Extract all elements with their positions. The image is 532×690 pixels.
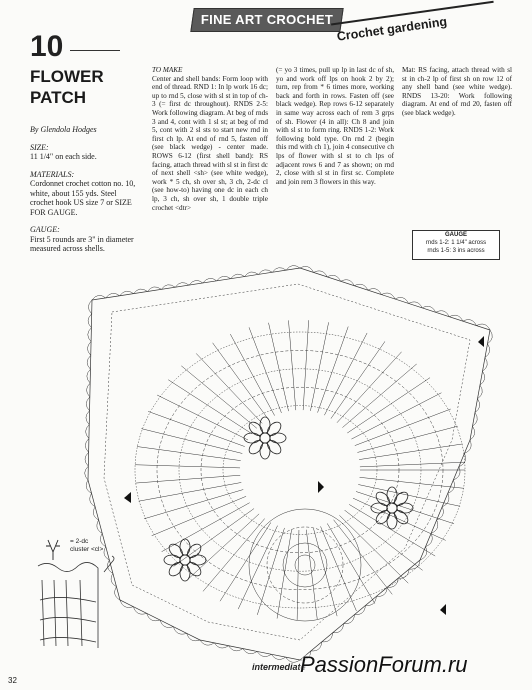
flower-petal — [244, 433, 260, 443]
spoke — [220, 522, 271, 601]
black-wedge-marker — [124, 492, 131, 503]
flower-petal — [180, 565, 190, 581]
legend-label — [70, 538, 103, 554]
pattern-number: 10 — [30, 30, 64, 63]
scallop — [106, 293, 120, 298]
section-tagline: Crochet gardening — [331, 1, 497, 50]
spoke — [337, 352, 402, 423]
spoke — [359, 444, 462, 460]
black-wedge-marker — [318, 481, 324, 493]
cluster-symbol — [46, 540, 60, 560]
spoke — [288, 320, 295, 410]
spoke — [310, 322, 328, 411]
scallop — [203, 278, 217, 283]
spoke — [230, 334, 274, 416]
spoke — [213, 343, 269, 419]
flower-petal — [270, 433, 286, 443]
flower-petal — [265, 438, 283, 456]
flower-petal — [167, 560, 185, 578]
spoke — [174, 509, 254, 567]
scallop — [161, 285, 175, 290]
size-label: SIZE: — [30, 142, 49, 152]
legend-label-line-1: = 2-dc — [70, 538, 89, 545]
spoke — [351, 393, 441, 439]
legend-symbol — [46, 540, 60, 560]
center-round-2 — [267, 527, 343, 603]
instructions-text-1: Center and shell bands: Form loop with end of thread. RND 1: In lp work 16 dc; up to rnd 5, close with sl st in top of ch-3 (= first dc throughout). RNDS 2-5: Work following diagram. At beg of rnds 3 and 4, cont with 1 sl st; at beg of rnd 5, cont with 2 sl sts to start new rnd in first ch lp. At end of rnd 5, fasten off (see black wedge) - center made. ROWS 6-12 (first shell band): RS facing, attach thread with sl st in first dc of next shell <sh> (see white wedge), work * 5 ch, sh over sh, 3 ch, 2-dc cl (see how-to) having one dc in each ch lp, 3 ch, sh over sh, 1 double triple crochet <dtr> — [152, 74, 268, 212]
spoke — [324, 333, 367, 415]
spoke — [139, 482, 242, 501]
spoke — [141, 429, 242, 454]
spoke — [277, 529, 292, 618]
spoke — [257, 528, 284, 615]
flower-motif — [164, 539, 206, 581]
spoke — [349, 504, 435, 556]
title-line-2: PATCH — [30, 88, 87, 107]
instructions-heading: TO MAKE — [152, 66, 183, 74]
gauge-box-line-1: rnds 1-2: 1 1/4" across — [425, 240, 487, 246]
scallop — [189, 280, 203, 285]
radial-spokes — [135, 320, 465, 620]
instructions-text-2: (= yo 3 times, pull up lp in last dc of sh, yo and work off lps on hook 2 by 2); turn, rep from * 6 times more, working back and forth in rows. Fasten off (see black wedge). Rep rows 6-12 separately in same way across each of rem 3 grps of sh. Flower (4 in all): Ch 8 and join with sl st to form ring. RNDS 1-2: Work following bold type. On rnd 2 (begin this rnd with ch 1), join 4 consecutive ch lps of flower with sl st to ch lps of adjacent rows 6 and 7 as shown; on rnd 2, close with sl st in first sc. Complete and join rem 3 flowers in this way. — [276, 66, 394, 186]
scallop — [217, 276, 231, 281]
spoke — [249, 327, 281, 413]
flower-petal — [387, 513, 397, 529]
flower-petal — [167, 542, 185, 560]
spoke — [135, 465, 240, 468]
byline: By Glendola Hodges — [30, 125, 97, 134]
gauge-box-line-2: rnds 1-5: 3 ins across — [427, 248, 485, 254]
spoke — [196, 353, 262, 423]
flower-petal — [371, 503, 387, 513]
flower-petal — [265, 420, 283, 438]
flower-petal — [260, 417, 270, 433]
spoke — [360, 477, 464, 488]
flower-petal — [397, 503, 413, 513]
scallop — [272, 268, 286, 273]
title-line-1: FLOWER — [30, 67, 104, 86]
spoke — [342, 364, 416, 428]
spoke — [187, 514, 259, 580]
flower-petal — [392, 508, 410, 526]
legend-label-line-2: cluster <cl> — [70, 546, 104, 553]
flower-motif — [244, 417, 286, 459]
instructions-text-3: Mat: RS facing, attach thread with sl st in ch-2 lp of first sh on row 12 of any shell band (see white wedge). RNDS 13-20: Work following diagram. At end of rnd 20, fasten off (see black wedge). — [402, 66, 512, 117]
scallop — [175, 283, 189, 288]
scallop — [258, 270, 272, 275]
materials-label: MATERIALS: — [30, 169, 75, 179]
spoke — [148, 411, 245, 446]
gauge-label: GAUGE: — [30, 225, 60, 234]
spoke — [355, 409, 451, 446]
stitch-illustration — [38, 556, 114, 648]
scallop — [231, 274, 245, 279]
spoke — [137, 447, 241, 461]
black-wedge-marker — [478, 336, 484, 347]
center-round-1 — [283, 543, 327, 587]
size-value: 11 1/4" on each side. — [30, 152, 97, 161]
scallop — [134, 289, 148, 294]
spoke — [347, 378, 430, 433]
skill-level-logo: intermediate — [252, 662, 306, 672]
gauge-box-title: GAUGE — [444, 232, 467, 238]
spoke — [318, 327, 349, 413]
flower-petal — [374, 508, 392, 526]
spoke — [181, 366, 257, 429]
spoke — [313, 528, 337, 616]
spoke — [269, 323, 289, 411]
spoke — [360, 462, 465, 467]
spoke — [345, 510, 423, 570]
watermark: PassionForum.ru — [300, 652, 468, 677]
spoke — [358, 485, 460, 507]
round — [223, 406, 377, 535]
spoke — [297, 530, 299, 620]
flower-petal — [260, 443, 270, 459]
spoke — [303, 320, 308, 410]
scallop — [147, 287, 161, 292]
flower-petal — [164, 555, 180, 565]
scallop — [245, 272, 259, 277]
scallop — [120, 291, 134, 296]
spoke — [321, 526, 357, 611]
stitch-drawing — [38, 562, 98, 648]
scallop — [92, 295, 106, 300]
center-round-3 — [249, 509, 361, 621]
flower-petal — [247, 438, 265, 456]
flower-petal — [374, 490, 392, 508]
black-wedge-marker — [440, 604, 446, 615]
scallop — [286, 266, 300, 271]
materials-value: Cordonnet crochet cotton no. 10, white, about 155 yds. Steel crochet hook US size 7 or SIZE FOR GAUGE. — [30, 179, 136, 217]
page-number: 32 — [8, 676, 17, 685]
flower-petal — [185, 560, 203, 578]
spoke — [357, 426, 457, 452]
doily-chart — [85, 266, 493, 663]
gauge-value: First 5 rounds are 3" in diameter measured across shells. — [30, 234, 134, 253]
flower-petal — [190, 555, 206, 565]
flower-petal — [180, 539, 190, 555]
chart-outline-inner — [104, 284, 470, 640]
brand-title: FINE ART CROCHET — [200, 12, 334, 27]
